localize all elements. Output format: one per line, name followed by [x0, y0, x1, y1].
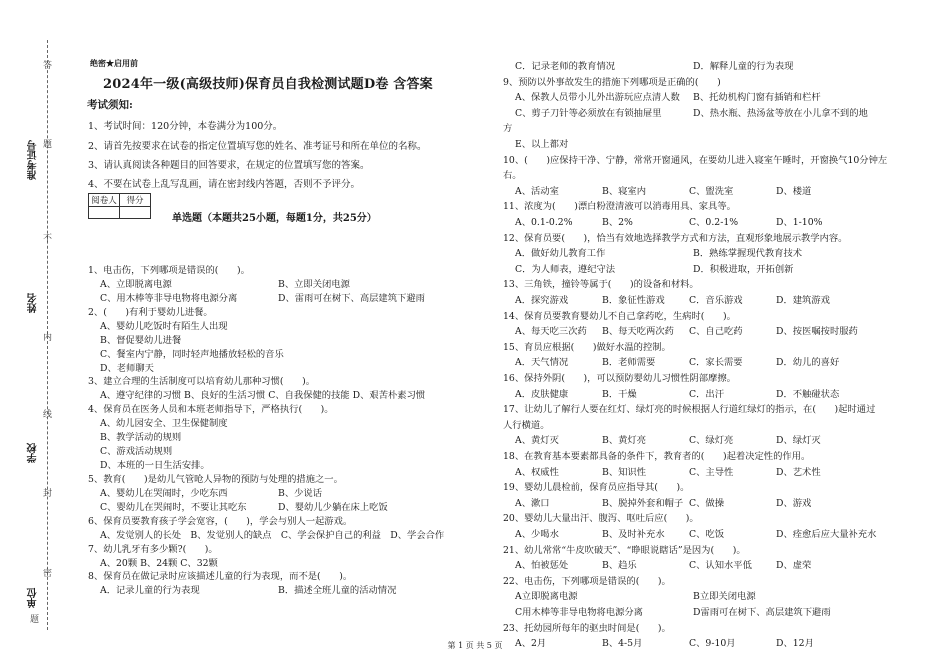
- answer-option: D、热水瓶、热汤盆等放在小儿拿不到的地: [693, 107, 868, 119]
- answer-option: B、立即关闭电源: [278, 278, 350, 290]
- answer-option: A．记录儿童的行为表现: [100, 585, 200, 597]
- question-text: 3、建立合理的生活制度可以培育幼儿那种习惯( )。: [88, 376, 315, 388]
- answer-option: B、2%: [602, 217, 633, 228]
- answer-option: A、权威性: [515, 466, 559, 478]
- answer-option: D、雷雨可在树下、高层建筑下避雨: [278, 292, 425, 304]
- question-text: 10、( )应保持干净、宁静，常常开窗通风，在要幼儿进入寝室午睡时，开窗换气10分钟左: [503, 154, 888, 166]
- score-table-reviewer: 阅卷人: [89, 194, 120, 207]
- notice-item: 4、不要在试卷上乱写乱画，请在密封线内答题，否则不予评分。: [88, 179, 361, 190]
- answer-option: A、每天吃三次药: [515, 326, 587, 338]
- answer-option: A．做好幼儿教育工作: [515, 248, 606, 260]
- answer-option: D、艺术性: [776, 466, 821, 478]
- margin-mark-da: 答: [43, 61, 53, 71]
- answer-option: D、绿灯灭: [776, 435, 821, 447]
- answer-option: C．为人师表，遵纪守法: [515, 263, 616, 275]
- question-text: 21、幼儿常常“牛皮吹破天”、“睁眼说瞎话”是因为( )。: [503, 544, 746, 556]
- answer-option: D．积极进取，开拓创新: [693, 263, 794, 275]
- answer-option: A、活动室: [515, 185, 559, 197]
- answer-option: B、知识性: [602, 466, 647, 478]
- question-text: 1、电击伤，下列哪项是错误的( )。: [88, 265, 250, 276]
- question-text: 7、幼儿乳牙有多少颗?( )。: [88, 543, 218, 555]
- answer-option: A、漱口: [515, 497, 550, 509]
- question-text: 18、在教育基本要素都具备的条件下，教育者的( )起着决定性的作用。: [503, 451, 811, 462]
- question-text: 23、托幼园所每年的驱虫时间是( )。: [503, 622, 671, 634]
- margin-mark-ti: 题: [43, 140, 53, 150]
- answer-option: A．天气情况: [515, 357, 569, 369]
- notice-item: 3、请认真阅读各种题目的回答要求，在规定的位置填写您的答案。: [88, 160, 370, 171]
- answer-option: D、按医嘱按时服药: [776, 326, 858, 338]
- question-text-continued: 人行横道。: [503, 419, 550, 431]
- answer-option: C、餐室内宁静，同时轻声地播放轻松的音乐: [100, 348, 284, 360]
- answer-option: B、寝室内: [602, 185, 647, 197]
- notice-heading: 考试须知:: [87, 99, 133, 111]
- answer-option: B、黄灯亮: [602, 435, 647, 447]
- answer-option: A、20颗 B、24颗 C、32颗: [100, 557, 218, 569]
- answer-option: C、主导性: [689, 466, 734, 478]
- answer-option: B、每天吃两次药: [602, 326, 674, 338]
- answer-option: D、12月: [776, 638, 814, 650]
- margin-bottom-mark: 题: [30, 615, 40, 625]
- question-text: 14、保育员要教育婴幼儿不自己拿药吃，生病时( )。: [503, 310, 736, 322]
- answer-option: B．描述全班儿童的活动情况: [278, 585, 397, 597]
- question-text: 15、育员应根据( )做好水温的控制。: [503, 341, 671, 353]
- question-text: 8、保育员在做记录时应该描述儿童的行为表现，而不是( )。: [88, 571, 353, 583]
- answer-option: A、发觉别人的长处 B、发觉别人的缺点 C、学会保护自己的利益 D、学会合作: [100, 529, 445, 541]
- answer-option: D．解释儿童的行为表现: [693, 61, 794, 72]
- answer-option: C、游戏活动规则: [100, 446, 173, 458]
- question-text: 5、教育( )是幼儿气管呛人异物的预防与处理的措施之一。: [88, 473, 343, 485]
- answer-option: D．不触碰状态: [776, 388, 840, 400]
- score-table-cell: [120, 207, 151, 219]
- answer-option: A、保教人员带小儿外出游玩应点清人数: [515, 92, 680, 104]
- answer-option: C用木棒等非导电物将电源分离: [515, 607, 643, 618]
- question-text-continued: 方: [503, 123, 513, 135]
- question-text: 22、电击伤，下列哪项是错误的( )。: [503, 575, 671, 587]
- answer-option: D、老师聊天: [100, 362, 154, 374]
- answer-option: B、4-5月: [602, 638, 643, 650]
- answer-option: C、9-10月: [689, 638, 736, 650]
- margin-mark-mi: 密: [43, 569, 53, 579]
- answer-option: D、婴幼儿少躺在床上吃饭: [278, 501, 388, 513]
- answer-option: B、脱掉外套和帽子: [602, 497, 684, 509]
- answer-option: B．老师需要: [602, 357, 656, 369]
- answer-option: A、婴幼儿吃饭时有陌生人出现: [100, 320, 228, 332]
- score-table-cell: [89, 207, 120, 219]
- answer-option: A．探究游戏: [515, 295, 569, 306]
- answer-option: D、虚荣: [776, 560, 812, 572]
- margin-mark-xian: 线: [43, 410, 53, 420]
- question-text: 13、三角铁，撞铃等属于( )的设备和材料。: [503, 279, 699, 291]
- score-table: [88, 193, 151, 219]
- answer-option: B．干燥: [602, 388, 637, 400]
- answer-option: C、认知水平低: [689, 560, 752, 572]
- answer-option: B、少说话: [278, 487, 323, 499]
- answer-option: A、0.1-0.2%: [515, 217, 573, 228]
- score-table-score: 得分: [120, 194, 151, 207]
- answer-option: C、绿灯亮: [689, 435, 734, 447]
- answer-option: B、教学活动的规则: [100, 432, 182, 444]
- answer-option: C、剪子刀针等必须放在有锁抽屉里: [515, 107, 662, 119]
- question-text: 16、保持外阴( )，可以预防婴幼儿习惯性阴部摩擦。: [503, 373, 736, 384]
- secret-mark: 绝密★启用前: [90, 58, 138, 68]
- answer-option: C、盥洗室: [689, 185, 734, 197]
- answer-option: D、1-10%: [776, 217, 823, 228]
- answer-option: C、0.2-1%: [689, 217, 739, 228]
- question-text: 20、婴幼儿大量出汗、腹泻、呕吐后应( )。: [503, 513, 699, 525]
- answer-option: C．音乐游戏: [689, 295, 743, 306]
- answer-option: C、做操: [689, 497, 725, 509]
- answer-option: C、自己吃药: [689, 326, 743, 338]
- margin-xuexiao-label: 学校: [28, 443, 39, 463]
- answer-option: C．家长需要: [689, 357, 743, 369]
- answer-option: A立即脱离电源: [515, 591, 578, 603]
- answer-option: D．幼儿的喜好: [776, 357, 840, 369]
- answer-option: B立即关闭电源: [693, 591, 756, 603]
- page-title: 2024年一级(高级技师)保育员自我检测试题D卷 含答案: [103, 77, 433, 92]
- answer-option: B．熟练掌握现代教育技术: [693, 248, 803, 260]
- question-text: 11、浓度为( )漂白粉澄清液可以消毒用具、家具等。: [503, 201, 736, 213]
- question-text: 17、让幼儿了解行人要在红灯、绿灯亮的时候根据人行道红绿灯的指示，在( )起时通过: [503, 404, 876, 416]
- answer-option: A、怕被惩处: [515, 560, 569, 572]
- margin-zhunkaozheng-label: 准考证号: [28, 140, 39, 180]
- answer-option: A、黄灯灭: [515, 435, 559, 447]
- page-footer: 第 1 页 共 5 页: [447, 641, 503, 650]
- answer-option: A、婴幼儿在哭闹时，少吃东西: [100, 487, 228, 499]
- answer-option: A、少喝水: [515, 529, 559, 540]
- answer-option: A、遵守纪律的习惯 B、良好的生活习惯 C、自我保健的技能 D、艰苦朴素习惯: [100, 390, 426, 402]
- margin-mark-feng: 封: [43, 489, 53, 499]
- answer-option: C、用木棒等非导电物将电源分离: [100, 292, 238, 304]
- answer-option: A、立即脱离电源: [100, 278, 172, 290]
- answer-option: D、游戏: [776, 497, 812, 509]
- answer-option: B、趋乐: [602, 560, 637, 572]
- margin-xingming-label: 姓名: [28, 293, 39, 313]
- answer-option: C、婴幼儿在哭闹时，不要让其吃东: [100, 501, 247, 513]
- answer-option: D、本班的一日生活安排。: [100, 460, 210, 472]
- answer-option: D．建筑游戏: [776, 295, 830, 306]
- question-text: 19、婴幼儿晨检前，保育员应指导其( )。: [503, 482, 690, 494]
- answer-option: D、痊愈后应大量补充水: [776, 529, 877, 540]
- answer-option: B、督促婴幼儿进餐: [100, 334, 182, 346]
- answer-option: D雷雨可在树下、高层建筑下避雨: [693, 607, 831, 618]
- answer-option: B、托幼机构门窗有插销和栏杆: [693, 92, 821, 104]
- answer-option: A、2月: [515, 638, 547, 650]
- margin-mark-nei: 内: [43, 333, 53, 343]
- question-text: 6、保育员要教育孩子学会宽容，( )，学会与别人一起游戏。: [88, 515, 353, 527]
- answer-option: B、及时补充水: [602, 529, 665, 540]
- question-text: 2、( )有利于婴幼儿进餐。: [88, 306, 213, 318]
- question-text: 4、保育员在医务人员和本班老师指导下，严格执行( )。: [88, 404, 334, 416]
- answer-option: D、楼道: [776, 185, 812, 197]
- answer-option: E、以上都对: [515, 139, 569, 150]
- section-title: 单选题（本题共25小题，每题1分，共25分）: [172, 213, 377, 224]
- margin-mark-bu: 不: [43, 234, 53, 244]
- notice-item: 2、请首先按要求在试卷的指定位置填写您的姓名、准考证号和所在单位的名称。: [88, 141, 427, 152]
- notice-item: 1、考试时间：120分钟，本卷满分为100分。: [88, 121, 283, 132]
- margin-danwei-label: 单位: [28, 588, 39, 608]
- answer-option: C、吃饭: [689, 529, 725, 540]
- answer-option: C．出汗: [689, 388, 725, 400]
- answer-option: A、幼儿园安全、卫生保健制度: [100, 418, 228, 430]
- question-text: 9、预防以外事故发生的措施下列哪项是正确的( ): [503, 76, 721, 88]
- question-text-continued: 右。: [503, 170, 522, 182]
- question-text: 12、保育员要( )，恰当有效地选择教学方式和方法，直观形象地展示教学内容。: [503, 232, 848, 244]
- answer-option: B．象征性游戏: [602, 295, 665, 306]
- answer-option: C．记录老师的教育情况: [515, 61, 616, 72]
- answer-option: A．皮肤健康: [515, 388, 569, 400]
